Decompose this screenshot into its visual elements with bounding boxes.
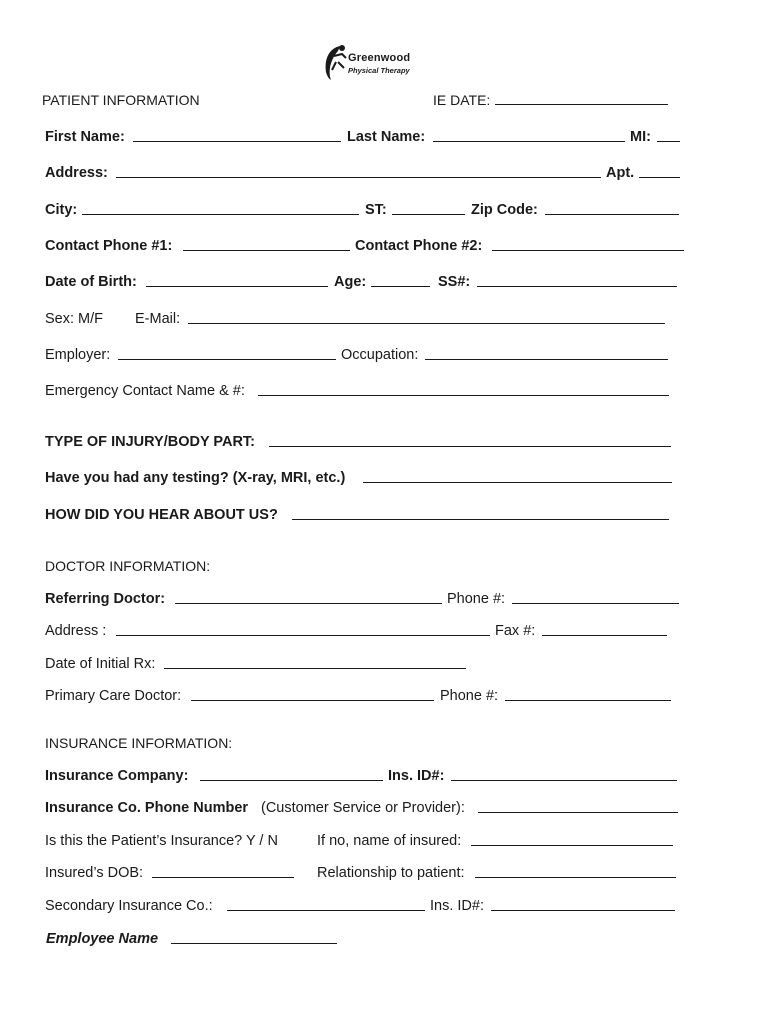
- ss-label: SS#:: [438, 274, 471, 290]
- referring-doctor-label: Referring Doctor:: [45, 591, 166, 607]
- referring-phone-label: Phone #:: [447, 591, 506, 607]
- insured-dob-row: [0, 863, 770, 883]
- age-field[interactable]: [371, 286, 430, 287]
- insurance-company-field[interactable]: [200, 780, 383, 781]
- initial-rx-row: [0, 654, 770, 674]
- insured-dob-field[interactable]: [152, 877, 294, 878]
- insured-name-field[interactable]: [471, 845, 673, 846]
- apt-label: Apt.: [606, 165, 635, 181]
- greenwood-logo: [320, 42, 430, 82]
- occupation-label: Occupation:: [341, 347, 419, 363]
- doctor-address-row: [0, 621, 770, 641]
- zip-field[interactable]: [545, 214, 679, 215]
- referring-doctor-field[interactable]: [175, 603, 442, 604]
- first-name-field[interactable]: [133, 141, 341, 142]
- doctor-address-field[interactable]: [116, 635, 490, 636]
- email-label: E-Mail:: [135, 311, 181, 327]
- insurance-phone-row: [0, 798, 770, 818]
- relationship-field[interactable]: [475, 877, 676, 878]
- referring-phone-field[interactable]: [512, 603, 679, 604]
- sex-label: Sex: M/F: [45, 311, 104, 327]
- hear-row: [0, 505, 770, 525]
- doctor-address-label: Address :: [45, 623, 107, 639]
- logo-subtitle: Physical Therapy: [348, 66, 410, 75]
- ss-field[interactable]: [477, 286, 677, 287]
- insurance-phone-note: (Customer Service or Provider):: [261, 800, 465, 816]
- ins-id-label: Ins. ID#:: [388, 768, 445, 784]
- hear-about-field[interactable]: [292, 519, 669, 520]
- insurance-phone-field[interactable]: [478, 812, 678, 813]
- city-label: City:: [45, 202, 78, 218]
- injury-row: [0, 432, 770, 452]
- insurance-company-label: Insurance Company:: [45, 768, 189, 784]
- last-name-label: Last Name:: [347, 129, 426, 145]
- emergency-contact-label: Emergency Contact Name & #:: [45, 383, 245, 399]
- dob-label: Date of Birth:: [45, 274, 137, 290]
- primary-phone-label: Phone #:: [440, 688, 499, 704]
- secondary-insurance-row: [0, 896, 770, 916]
- sex-email-row: [0, 309, 770, 329]
- primary-care-row: [0, 686, 770, 706]
- primary-phone-field[interactable]: [505, 700, 671, 701]
- logo-brand: Greenwood: [348, 52, 411, 64]
- testing-label: Have you had any testing? (X-ray, MRI, etc.): [45, 470, 346, 486]
- header-row: [0, 90, 770, 110]
- name-row: [0, 127, 770, 147]
- initial-rx-label: Date of Initial Rx:: [45, 656, 156, 672]
- doctor-section-row: [0, 556, 770, 576]
- section-title-insurance: INSURANCE INFORMATION:: [45, 735, 233, 751]
- first-name-label: First Name:: [45, 129, 125, 145]
- city-field[interactable]: [82, 214, 359, 215]
- employee-row: [0, 929, 770, 949]
- state-label: ST:: [365, 202, 387, 218]
- state-field[interactable]: [392, 214, 465, 215]
- secondary-ins-id-label: Ins. ID#:: [430, 898, 484, 914]
- contact-phone-1-field[interactable]: [183, 250, 350, 251]
- secondary-insurance-field[interactable]: [227, 910, 425, 911]
- phone-row: [0, 236, 770, 256]
- mi-label: MI:: [630, 129, 651, 145]
- last-name-field[interactable]: [433, 141, 625, 142]
- contact-phone-2-label: Contact Phone #2:: [355, 238, 483, 254]
- hear-about-label: HOW DID YOU HEAR ABOUT US?: [45, 507, 278, 523]
- ie-date-field[interactable]: [495, 104, 668, 105]
- employer-field[interactable]: [118, 359, 336, 360]
- address-label: Address:: [45, 165, 108, 181]
- city-row: [0, 200, 770, 220]
- ins-id-field[interactable]: [451, 780, 677, 781]
- dob-field[interactable]: [146, 286, 328, 287]
- dob-row: [0, 272, 770, 292]
- fax-field[interactable]: [542, 635, 667, 636]
- emergency-row: [0, 381, 770, 401]
- contact-phone-1-label: Contact Phone #1:: [45, 238, 173, 254]
- injury-type-field[interactable]: [269, 446, 671, 447]
- occupation-field[interactable]: [425, 359, 668, 360]
- initial-rx-field[interactable]: [164, 668, 466, 669]
- address-row: [0, 163, 770, 183]
- insurance-phone-label: Insurance Co. Phone Number: [45, 800, 249, 816]
- insured-name-label: If no, name of insured:: [317, 833, 462, 849]
- injury-type-label: TYPE OF INJURY/BODY PART:: [45, 434, 256, 450]
- primary-care-field[interactable]: [191, 700, 434, 701]
- emergency-contact-field[interactable]: [258, 395, 669, 396]
- address-field[interactable]: [116, 177, 601, 178]
- employer-label: Employer:: [45, 347, 111, 363]
- secondary-ins-id-field[interactable]: [491, 910, 675, 911]
- fax-label: Fax #:: [495, 623, 536, 639]
- relationship-label: Relationship to patient:: [317, 865, 465, 881]
- email-field[interactable]: [188, 323, 665, 324]
- primary-care-label: Primary Care Doctor:: [45, 688, 182, 704]
- referring-row: [0, 589, 770, 609]
- insured-dob-label: Insured’s DOB:: [45, 865, 144, 881]
- runner-swoosh-icon: [320, 42, 350, 82]
- apt-field[interactable]: [639, 177, 680, 178]
- testing-field[interactable]: [363, 482, 672, 483]
- zip-label: Zip Code:: [471, 202, 538, 218]
- section-title-doctor: DOCTOR INFORMATION:: [45, 558, 211, 574]
- age-label: Age:: [334, 274, 367, 290]
- section-title-patient: PATIENT INFORMATION: [42, 92, 200, 108]
- patient-insurance-row: [0, 831, 770, 851]
- employee-name-field[interactable]: [171, 943, 337, 944]
- employee-name-label: Employee Name: [46, 931, 159, 947]
- employer-row: [0, 345, 770, 365]
- ie-date-label: IE DATE:: [433, 92, 491, 108]
- insurance-section-row: [0, 733, 770, 753]
- mi-field[interactable]: [657, 141, 680, 142]
- is-patient-insurance-label: Is this the Patient’s Insurance? Y / N: [45, 833, 278, 849]
- secondary-insurance-label: Secondary Insurance Co.:: [45, 898, 213, 914]
- contact-phone-2-field[interactable]: [492, 250, 684, 251]
- insurance-company-row: [0, 766, 770, 786]
- testing-row: [0, 468, 770, 488]
